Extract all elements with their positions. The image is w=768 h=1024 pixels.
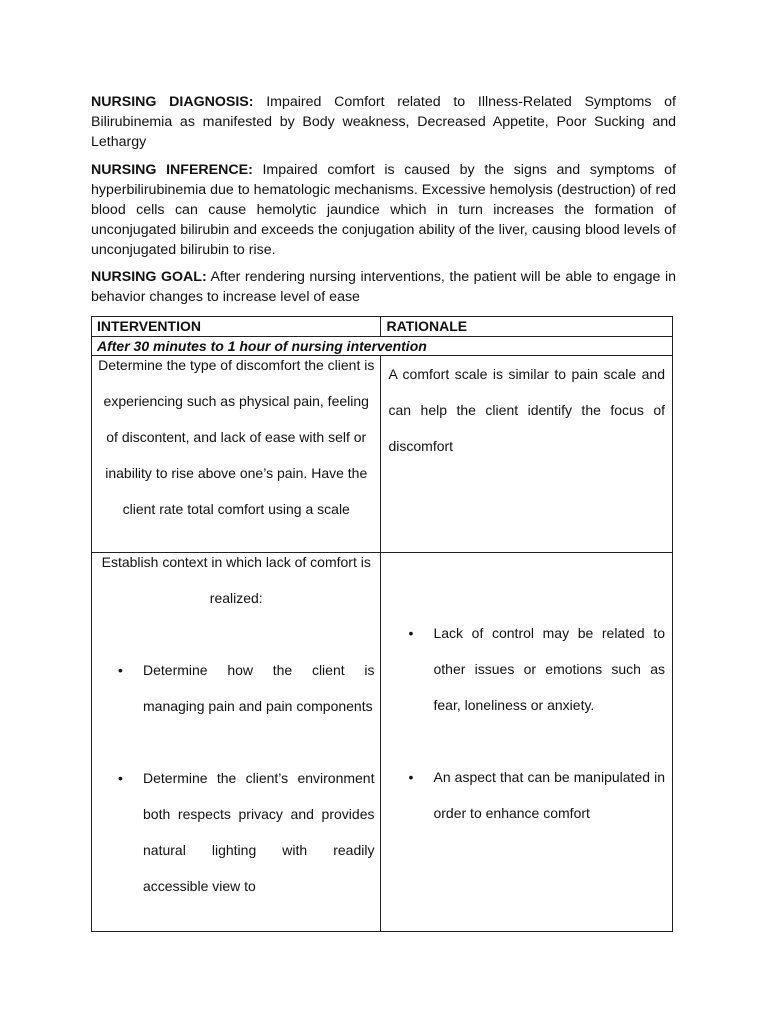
intervention-cell bbox=[92, 356, 381, 553]
bullet-text: Determine the client’s environment both respects privacy and provides natural lighting with readily accessible view to bbox=[143, 770, 375, 894]
nursing-diagnosis bbox=[91, 92, 676, 152]
bullet-text: An aspect that can be manipulated in order to enhance comfort bbox=[433, 769, 665, 821]
list-item bbox=[98, 760, 374, 904]
intervention-lead-text: Establish context in which lack of comfort is realized: bbox=[101, 554, 371, 606]
bullet-icon: • bbox=[408, 625, 414, 641]
bullet-text: Lack of control may be related to other issues or emotions such as fear, loneliness or anxiety. bbox=[433, 625, 665, 713]
table-header-row bbox=[92, 317, 673, 337]
goal-label: NURSING GOAL: bbox=[91, 269, 207, 285]
timeframe-row bbox=[92, 337, 673, 356]
nursing-inference bbox=[91, 160, 676, 260]
goal-text: After rendering nursing interventions, the patient will be able to engage in behavior changes to increase level of ease bbox=[91, 269, 676, 305]
intervention-text: Determine the type of discomfort the client is experiencing such as physical pain, feeling of discontent, and lack of ease with self or inability to rise above one’s pain. Have the client rate total comfort using a scale bbox=[98, 357, 375, 517]
inference-label: NURSING INFERENCE: bbox=[91, 162, 253, 178]
intervention-header: INTERVENTION bbox=[92, 317, 381, 337]
timeframe-label: After 30 minutes to 1 hour of nursing intervention bbox=[92, 337, 673, 356]
rationale-bullet-list bbox=[388, 615, 665, 831]
bullet-icon: • bbox=[118, 662, 123, 678]
rationale-text: A comfort scale is similar to pain scale and can help the client identify the focus of discomfort bbox=[388, 366, 665, 454]
rationale-cell bbox=[381, 356, 673, 553]
bullet-icon: • bbox=[408, 769, 414, 785]
intervention-cell bbox=[92, 553, 381, 932]
rationale-cell bbox=[381, 553, 673, 932]
bullet-icon: • bbox=[118, 770, 123, 786]
inference-text: Impaired comfort is caused by the signs and symptoms of hyperbilirubinemia due to hematologic mechanisms. Excessive hemolysis (destruction) of red blood cells can cause hemolytic jaundice which in turn increases the formation of unconjugated bilirubin and exceeds the conjugation ability of the liver, causing blood levels of unconjugated bilirubin to rise. bbox=[91, 162, 676, 258]
care-plan-table bbox=[91, 316, 673, 932]
diagnosis-text: Impaired Comfort related to Illness-Related Symptoms of Bilirubinemia as manifested by Body weakness, Decreased Appetite, Poor Sucking and Lethargy bbox=[91, 94, 676, 150]
list-item bbox=[98, 652, 374, 724]
nursing-goal bbox=[91, 267, 676, 307]
rationale-header: RATIONALE bbox=[381, 317, 673, 337]
list-item bbox=[388, 615, 665, 723]
list-item bbox=[388, 759, 665, 831]
diagnosis-label: NURSING DIAGNOSIS: bbox=[91, 94, 254, 110]
bullet-text: Determine how the client is managing pain and pain components bbox=[143, 662, 375, 714]
intervention-bullet-list bbox=[98, 652, 374, 904]
table-row bbox=[92, 553, 673, 932]
table-row bbox=[92, 356, 673, 553]
